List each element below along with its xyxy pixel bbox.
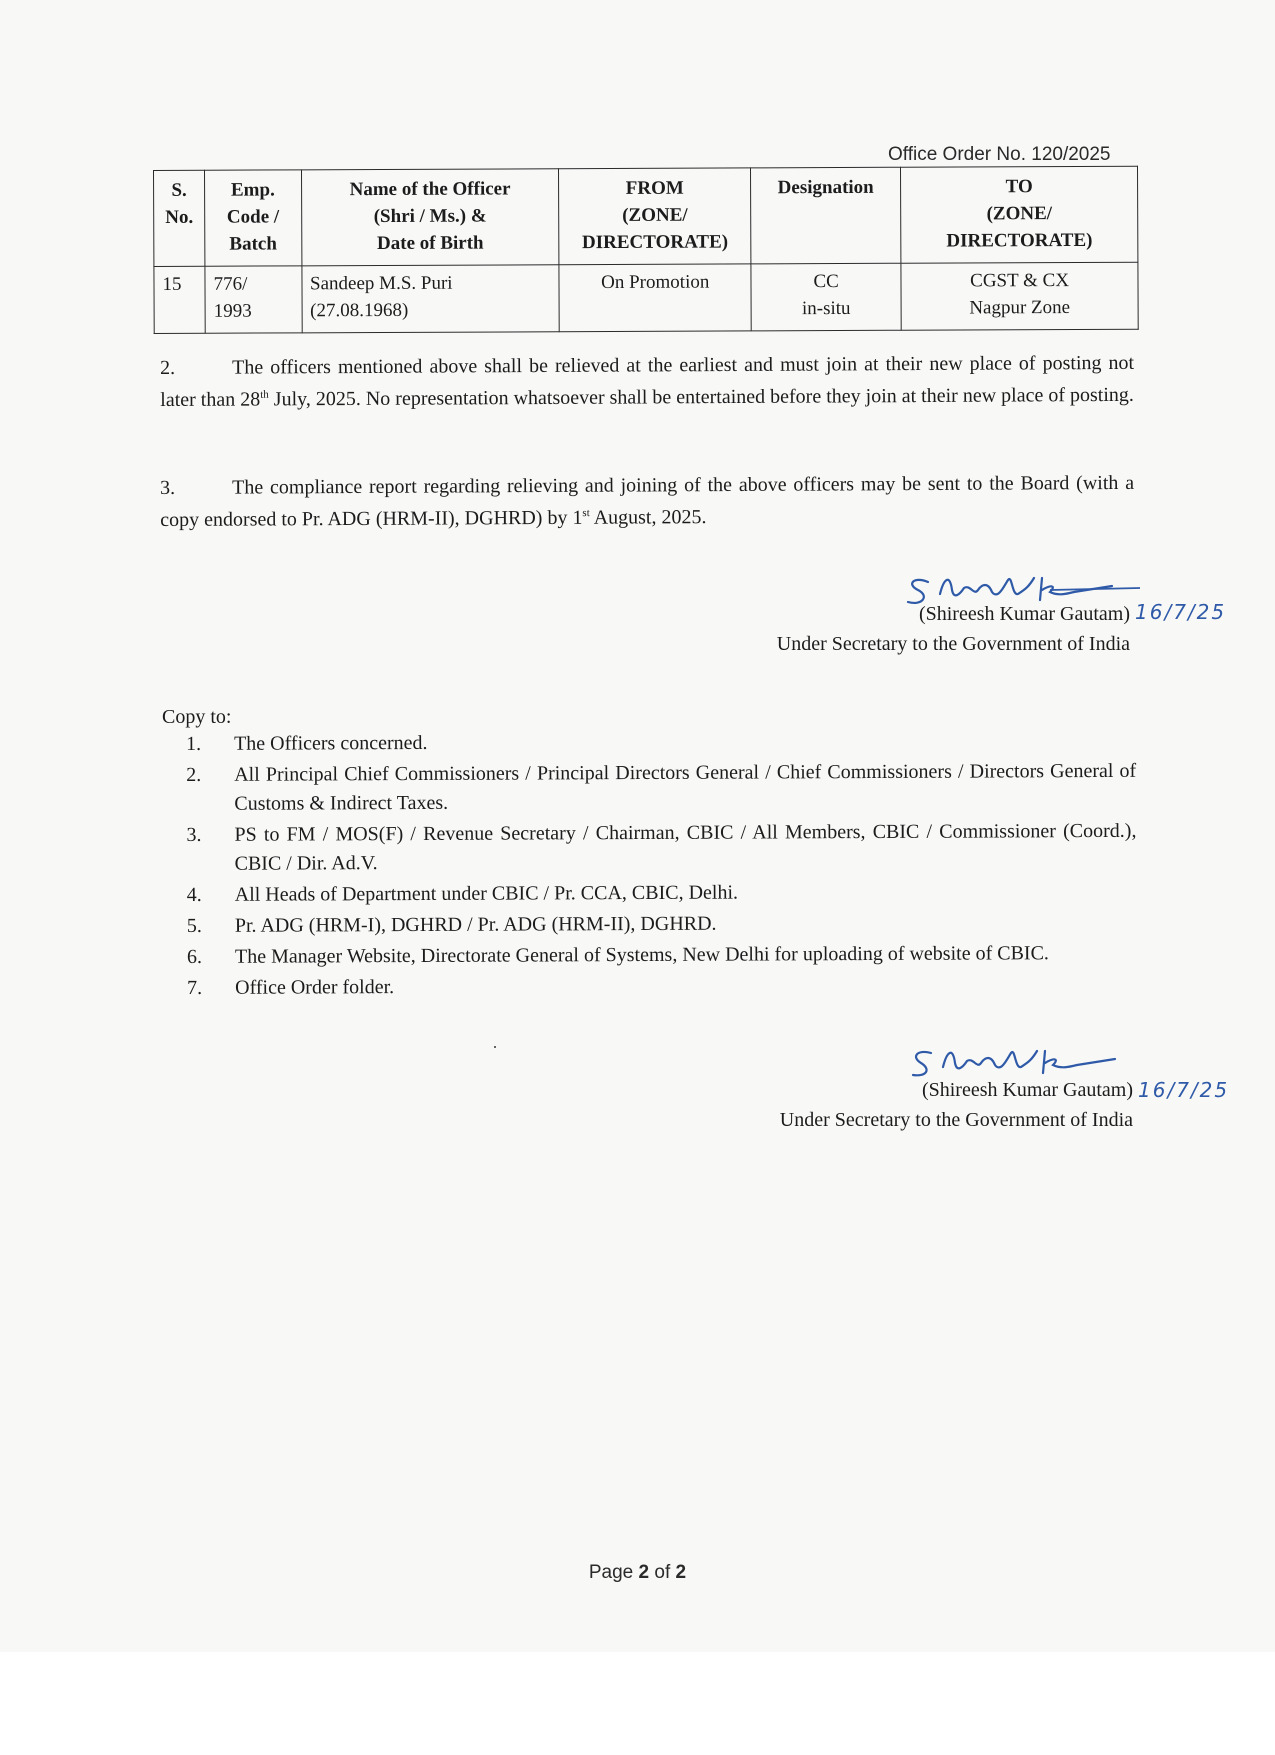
posting-table xyxy=(153,166,1139,334)
page-number-footer: Page 2 of 2 xyxy=(588,1562,687,1583)
speck xyxy=(494,1046,496,1048)
list-item: 5. Pr. ADG (HRM-I), DGHRD / Pr. ADG (HRM-II), DGHRD. xyxy=(186,912,717,937)
cell-officer-name: Sandeep M.S. Puri (27.08.1968) xyxy=(301,265,559,333)
list-item: 2. All Principal Chief Commissioners / Principal Directors General / Chief Commissioners / Directors General of Customs & Indirect Taxes. xyxy=(186,759,1137,815)
signatory-title: Under Secretary to the Government of India xyxy=(776,633,1130,655)
list-item: 6. The Manager Website, Directorate General of Systems, New Delhi for uploading of website of CBIC. xyxy=(186,942,1049,968)
col-header-to: TO (ZONE/ DIRECTORATE) xyxy=(901,166,1138,263)
handwritten-date: 16/7/25 xyxy=(1135,600,1227,624)
list-item: 1. The Officers concerned. xyxy=(186,731,428,755)
paragraph-3: 3. The compliance report regarding relieving and joining of the above officers may be sent to the Board (with a copy endorsed to Pr. ADG (HRM-II), DGHRD) by 1st August, 2025. xyxy=(160,471,1135,531)
cell-designation: CC in-situ xyxy=(751,263,901,331)
signatory-name: (Shireesh Kumar Gautam) xyxy=(921,1079,1133,1101)
col-header-designation: Designation xyxy=(751,167,902,264)
handwritten-date: 16/7/25 xyxy=(1138,1078,1230,1102)
table-header-row xyxy=(154,166,1138,266)
signature-block-1 xyxy=(730,599,1227,659)
list-item: 7. Office Order folder. xyxy=(187,976,395,999)
signature-block-2 xyxy=(733,1075,1230,1135)
cell-to: CGST & CX Nagpur Zone xyxy=(901,262,1138,330)
cell-emp-code: 776/ 1993 xyxy=(205,266,302,333)
signatory-title: Under Secretary to the Government of India xyxy=(779,1109,1133,1131)
col-header-officer-name: Name of the Officer (Shri / Ms.) & Date of Birth xyxy=(301,169,559,266)
list-item: 4. All Heads of Department under CBIC / Pr. CCA, CBIC, Delhi. xyxy=(186,881,739,906)
cell-sno: 15 xyxy=(154,266,205,333)
paragraph-2: 2. The officers mentioned above shall be relieved at the earliest and must join at their new place of posting not later than 28th July, 2025. No representation whatsoever shall be entertained before they join at their new place of posting. xyxy=(160,351,1135,411)
table-row xyxy=(154,262,1138,333)
signatory-name: (Shireesh Kumar Gautam) xyxy=(918,603,1130,625)
copy-to-heading: Copy to: xyxy=(162,706,232,728)
copy-to-list xyxy=(186,726,1137,1005)
col-header-from: FROM (ZONE/ DIRECTORATE) xyxy=(559,168,751,265)
list-item: 3. PS to FM / MOS(F) / Revenue Secretary / Chairman, CBIC / All Members, CBIC / Commissioner (Coord.), CBIC / Dir. Ad.V. xyxy=(186,819,1137,875)
col-header-emp-code: Emp. Code / Batch xyxy=(205,170,302,266)
cell-from: On Promotion xyxy=(559,264,751,332)
col-header-sno: S. No. xyxy=(154,170,206,266)
office-order-number: Office Order No. 120/2025 xyxy=(888,144,1111,165)
